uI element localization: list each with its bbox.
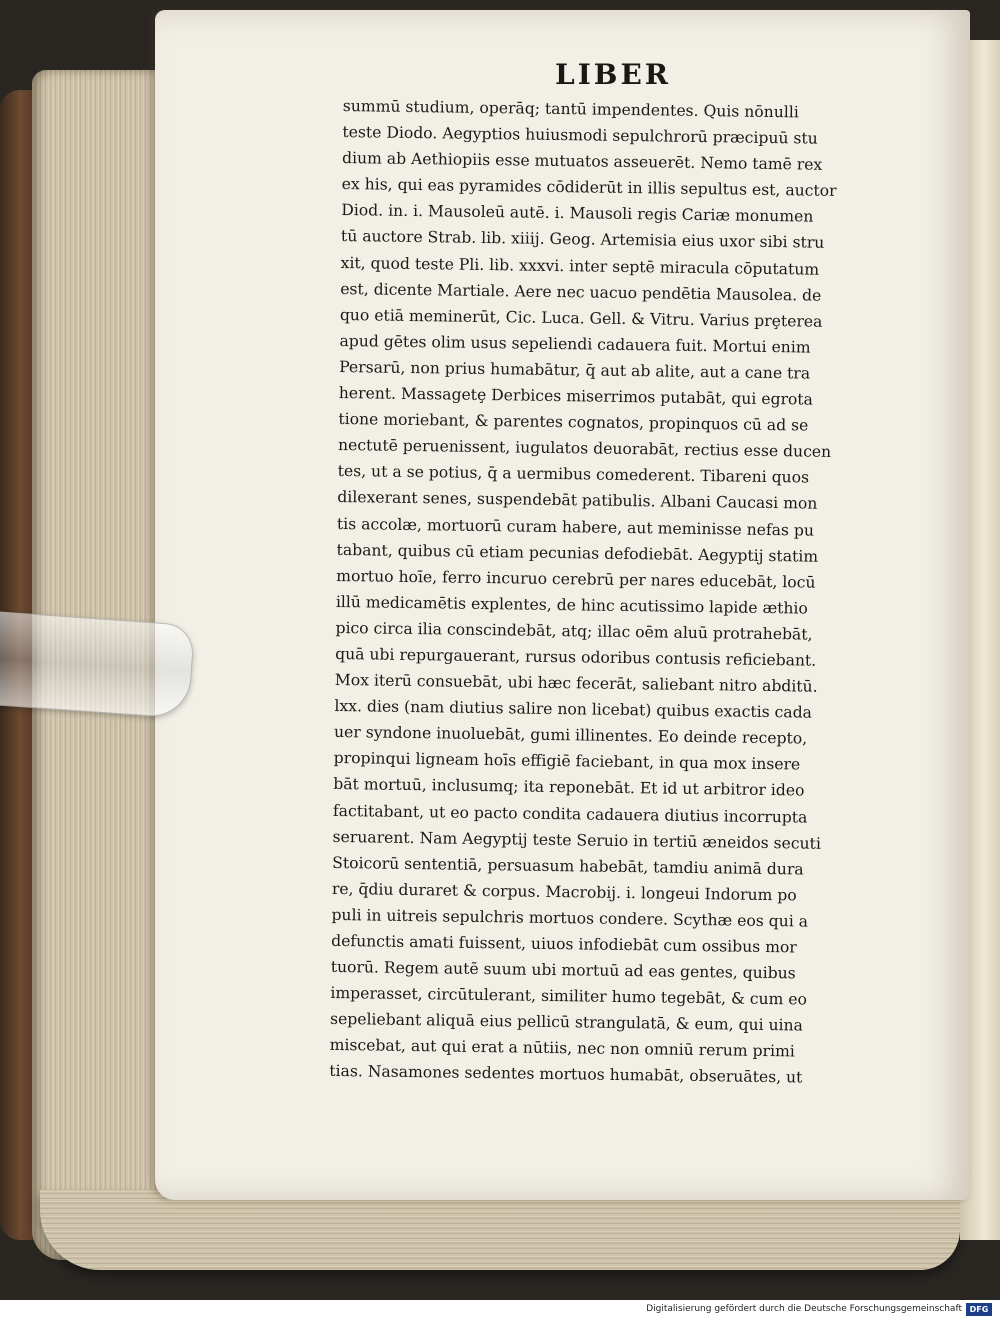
text-line: dium ab Aethiopiis esse mutuatos asseuerēt. Nemo tamē rex [341, 149, 823, 174]
text-line: Persarū, non prius humabātur, q̄ aut ab alite, aut a cane tra [339, 357, 811, 383]
text-line: sepeliebant aliquā eius pellicū strangulatā, & eum, qui uina [329, 1010, 804, 1035]
running-header: LIBER [555, 58, 672, 91]
text-line: tione moriebant, & parentes cognatos, propinquos cū ad se [338, 410, 809, 435]
text-line: nectutē peruenissent, iugulatos deuorabāt, rectius esse ducen [337, 436, 832, 462]
text-line: quā ubi repurgauerant, rursus odoribus contusis reficiebant. [335, 644, 817, 670]
text-line: xit, quod teste Pli. lib. xxxvi. inter septē miracula cōputatum [340, 253, 820, 279]
text-line: uer syndone inuoluebāt, gumi illinentes. Eo deinde recepto, [333, 723, 808, 748]
text-line: herent. Massagetȩ Derbices miserrimos putabāt, qui egrota [338, 384, 814, 409]
text-line: imperasset, circūtulerant, similiter humo tegebāt, & cum eo [330, 984, 808, 1009]
text-line: pico circa ilia conscindebāt, atq; illac oēm aluū protrahebāt, [335, 618, 813, 644]
text-line: teste Diodo. Aegyptios huiusmodi sepulchrorū præcipuū stu [342, 123, 818, 148]
text-line: tias. Nasamones sedentes mortuos humabāt, obseruātes, ut [329, 1062, 803, 1087]
text-line: defunctis amati fuissent, uiuos infodiebāt cum ossibus mor [331, 931, 797, 957]
text-line: tuorū. Regem autē suum ubi mortuū ad eas gentes, quibus [330, 958, 796, 983]
text-line: quo etiā meminerūt, Cic. Luca. Gell. & Vitru. Varius prȩterea [339, 305, 823, 331]
text-line: tabant, quibus cū etiam pecunias defodiebāt. Aegyptij statim [336, 540, 819, 566]
footer-bar [0, 1300, 1000, 1321]
text-line: seruarent. Nam Aegyptij teste Seruio in tertiū æneidos secuti [332, 827, 822, 853]
text-line: miscebat, aut qui erat a nūtiis, nec non omniū rerum primi [329, 1036, 795, 1061]
text-line: Diod. in. i. Mausoleū autē. i. Mausoli regis Cariæ monumen [341, 201, 814, 226]
text-line: tes, ut a se potius, q̄ a uermibus comederent. Tibareni quos [337, 462, 810, 487]
text-line: mortuo hoīe, ferro incuruo cerebrū per nares educebāt, locū [336, 566, 816, 592]
text-line: ex his, qui eas pyramides cōdiderūt in illis sepultus est, auctor [341, 175, 837, 201]
text-line: puli in uitreis sepulchris mortuos condere. Scythæ eos qui a [331, 905, 809, 931]
dfg-logo: DFG [966, 1303, 992, 1316]
text-line: dilexerant senes, suspendebāt patibulis. Albani Caucasi mon [337, 488, 818, 514]
text-line: tū auctore Strab. lib. xiiij. Geog. Artemisia eius uxor sibi stru [340, 227, 825, 253]
text-line: apud gētes olim usus sepeliendi cadauera fuit. Mortui enim [339, 331, 811, 357]
funding-credit: Digitalisierung gefördert durch die Deutsche Forschungsgemeinschaft [646, 1304, 962, 1314]
text-line: summū studium, operāq; tantū impendentes. Quis nōnulli [342, 96, 799, 122]
page-bottom-edge [40, 1190, 960, 1270]
text-line: bāt mortuū, inclusumq; ita reponebāt. Et id ut arbitror ideo [333, 775, 805, 800]
text-line: tis accolæ, mortuorū curam habere, aut meminisse nefas pu [336, 514, 815, 540]
text-line: Stoicorū sententiā, persuasum habebāt, tamdiu animā dura [332, 853, 804, 879]
text-line: illū medicamētis explentes, de hinc acutissimo lapide æthio [335, 592, 809, 618]
text-line: factitabant, ut eo pacto condita cadauera diutius incorrupta [332, 801, 808, 827]
text-block [329, 93, 933, 1093]
text-line: Mox iterū consuebāt, ubi hæc fecerāt, saliebant nitro abditū. [334, 671, 818, 696]
text-line: re, q̄diu duraret & corpus. Macrobij. i. longeui Indorum po [331, 879, 797, 905]
text-line: propinqui ligneam hoīs effigiē faciebant, in qua mox insere [333, 749, 801, 774]
text-line: lxx. dies (nam diutius salire non licebat) quibus exactis cada [334, 697, 813, 722]
text-line: est, dicente Martiale. Aere nec uacuo pendētia Mausolea. de [340, 279, 822, 305]
glass-page-holder [0, 611, 195, 719]
